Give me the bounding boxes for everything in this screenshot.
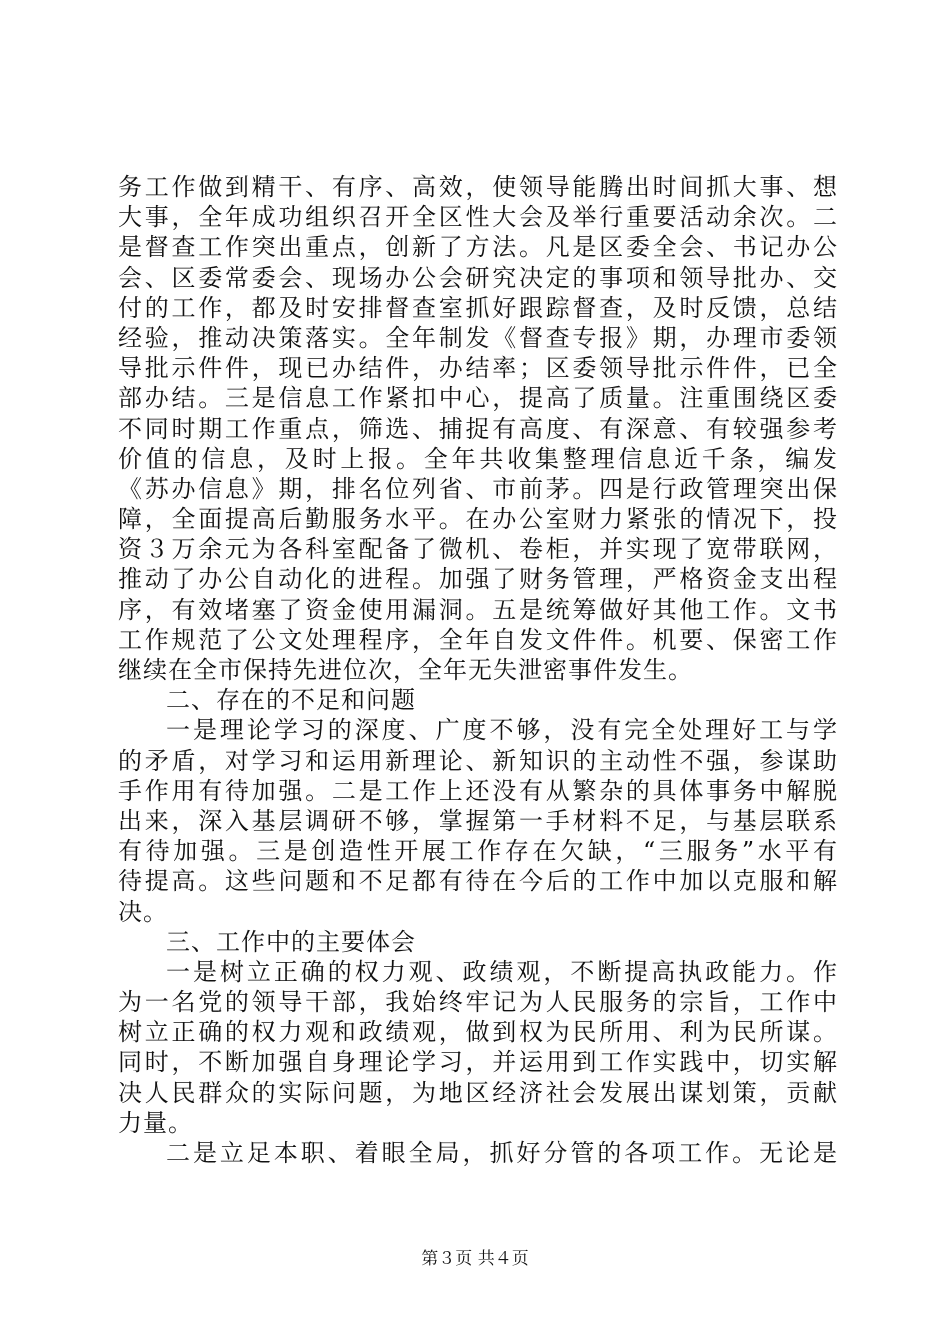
text-line: 部办结。三是信息工作紧扣中心，提高了质量。注重围绕区委 [118, 384, 838, 413]
section-heading: 二、存在的不足和问题 [166, 686, 416, 715]
text-line: 二是立足本职、着眼全局，抓好分管的各项工作。无论是 [166, 1139, 838, 1167]
text-line: 为一名党的领导干部，我始终牢记为人民服务的宗旨，工作中 [118, 988, 838, 1017]
text-line: 一是理论学习的深度、广度不够，没有完全处理好工与学 [166, 716, 838, 745]
text-line: 决人民群众的实际问题，为地区经济社会发展出谋划策，贡献 [118, 1078, 838, 1107]
text-line: 树立正确的权力观和政绩观，做到权为民所用、利为民所谋。 [118, 1018, 838, 1047]
page-number-footer: 第３页 共４页 [421, 1249, 529, 1269]
text-line: 序，有效堵塞了资金使用漏洞。五是统筹做好其他工作。文书 [118, 595, 838, 624]
text-line: 大事，全年成功组织召开全区性大会及举行重要活动余次。二 [118, 203, 838, 232]
text-line: 不同时期工作重点，筛选、捕捉有高度、有深意、有较强参考 [118, 414, 838, 443]
text-line: 导批示件件，现已办结件，办结率；区委领导批示件件，已全 [118, 354, 838, 383]
text-line: 待提高。这些问题和不足都有待在今后的工作中加以克服和解 [118, 867, 838, 896]
text-line: 价值的信息，及时上报。全年共收集整理信息近千条，编发 [118, 444, 838, 473]
text-line: 会、区委常委会、现场办公会研究决定的事项和领导批办、交 [118, 263, 838, 292]
text-line: 手作用有待加强。二是工作上还没有从繁杂的具体事务中解脱 [118, 776, 838, 805]
text-line: 的矛盾，对学习和运用新理论、新知识的主动性不强，参谋助 [118, 746, 838, 775]
text-line: 是督查工作突出重点，创新了方法。凡是区委全会、书记办公 [118, 233, 838, 262]
text-line: 决。 [118, 897, 168, 926]
text-line: 资３万余元为各科室配备了微机、卷柜，并实现了宽带联网， [118, 535, 838, 564]
text-line: 继续在全市保持先进位次，全年无失泄密事件发生。 [118, 656, 693, 684]
text-line: 付的工作，都及时安排督查室抓好跟踪督查，及时反馈，总结 [118, 293, 838, 322]
text-line: 有待加强。三是创造性开展工作存在欠缺，“三服务”水平有 [118, 837, 838, 866]
text-line: 《苏办信息》期，排名位列省、市前茅。四是行政管理突出保 [118, 474, 838, 503]
text-line: 推动了办公自动化的进程。加强了财务管理，严格资金支出程 [118, 565, 838, 594]
text-line: 一是树立正确的权力观、政绩观，不断提高执政能力。作 [166, 957, 838, 986]
text-line: 务工作做到精干、有序、高效，使领导能腾出时间抓大事、想 [118, 173, 838, 201]
text-line: 出来，深入基层调研不够，掌握第一手材料不足，与基层联系 [118, 806, 838, 835]
text-line: 同时，不断加强自身理论学习，并运用到工作实践中，切实解 [118, 1048, 838, 1077]
text-line: 工作规范了公文处理程序，全年自发文件件。机要、保密工作 [118, 625, 838, 654]
text-line: 经验，推动决策落实。全年制发《督查专报》期，办理市委领 [118, 323, 838, 352]
text-line: 障，全面提高后勤服务水平。在办公室财力紧张的情况下，投 [118, 505, 838, 534]
document-body [118, 172, 838, 1168]
section-heading: 三、工作中的主要体会 [166, 927, 416, 956]
text-line: 力量。 [118, 1108, 193, 1137]
